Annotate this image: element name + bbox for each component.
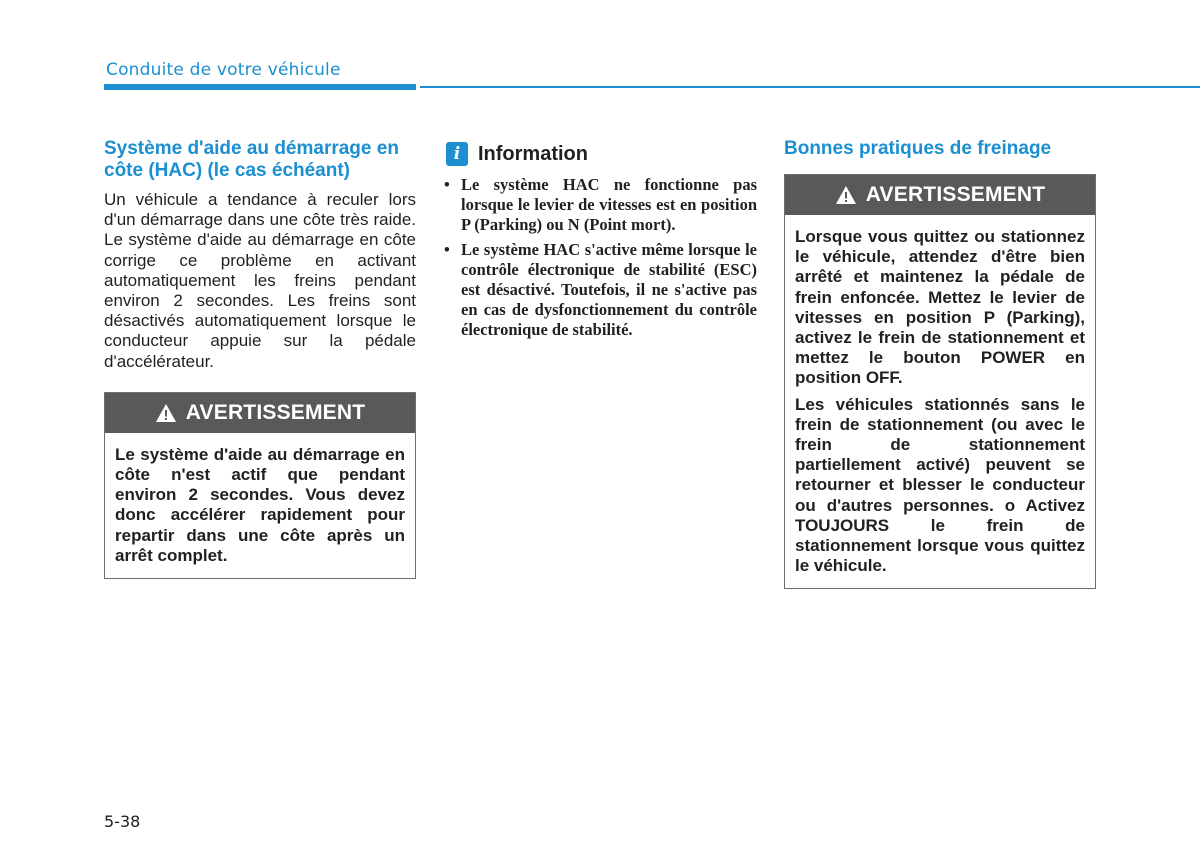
warning-paragraph: Lorsque vous quittez ou stationnez le véhicule, attendez d'être bien arrêté et maintenez la pédale de frein enfoncée. Mettez le levier de vitesses en position P (Parking), activez le frein de stationnement et mettez le bouton POWER en position OFF. (795, 227, 1085, 388)
middle-column (444, 142, 757, 345)
warning-triangle-icon (835, 185, 857, 205)
information-item (444, 240, 757, 341)
header-title: Conduite de votre véhicule (106, 60, 341, 80)
warning-paragraph: Les véhicules stationnés sans le frein de stationnement (ou avec le frein de stationnement partiellement activé) peuvent se retourner et blesser le conducteur ou d'autres personnes. o Activez TOUJOURS le frein de stationnement lorsque vous quittez le véhicule. (795, 394, 1085, 576)
header-rule-thick (104, 84, 416, 90)
information-heading (446, 142, 757, 166)
header-rule-thin (420, 86, 1200, 88)
section-heading-hac: Système d'aide au démarrage en côte (HAC) (le cas échéant) (104, 138, 399, 181)
information-item (444, 175, 757, 236)
warning-body (105, 433, 415, 578)
warning-title: AVERTISSEMENT (185, 400, 366, 424)
section-heading-braking: Bonnes pratiques de freinage (784, 138, 1052, 159)
warning-body (785, 215, 1095, 588)
page-number: 5-38 (104, 812, 141, 831)
warning-box-hac (104, 392, 416, 579)
bullet-dot: • (444, 175, 450, 194)
information-item-text: Le système HAC s'active même lorsque le contrôle électronique de stabilité (ESC) est désactivé. Toutefois, il ne s'active pas en cas de dysfonctionnement du contrôle électronique de stabilité. (461, 239, 757, 340)
warning-triangle-icon (155, 403, 177, 423)
hac-body-text: Un véhicule a tendance à reculer lors d'un démarrage dans une côte très raide. Le système d'aide au démarrage en côte corrige ce problème en activant automatiquement les freins pendant environ 2 secondes. Les freins sont désactivés automatiquement lorsque le conducteur appuie sur la pédale d'accélérateur. (104, 190, 416, 371)
information-item-text: Le système HAC ne fonctionne pas lorsque le levier de vitesses est en position P (Parking) ou N (Point mort). (461, 175, 757, 235)
warning-box-braking (784, 174, 1096, 589)
warning-paragraph: Le système d'aide au démarrage en côte n'est actif que pendant environ 2 secondes. Vous devez donc accélérer rapidement pour repartir dans une côte après un arrêt complet. (115, 444, 405, 565)
information-title: Information (478, 142, 588, 165)
warning-header (785, 175, 1095, 215)
left-column (104, 138, 416, 579)
info-icon: i (446, 142, 468, 166)
information-list (444, 175, 757, 341)
warning-title: AVERTISSEMENT (865, 183, 1046, 206)
warning-header (105, 393, 415, 433)
bullet-dot: • (444, 239, 450, 259)
right-column (784, 138, 1096, 589)
